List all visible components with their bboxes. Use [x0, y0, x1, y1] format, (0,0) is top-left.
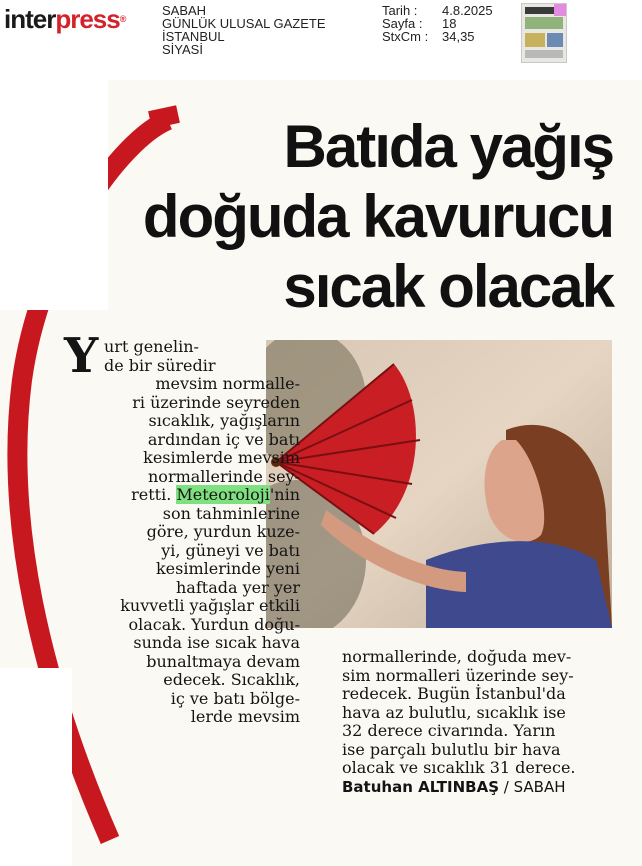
meta-labels	[382, 4, 428, 43]
text-fragment: retti.	[131, 485, 177, 504]
text-fragment: 'nin	[269, 485, 300, 504]
logo-text-part1: inter	[4, 4, 56, 34]
text-line: ardından iç ve batı	[147, 429, 300, 449]
article-column-1	[48, 328, 300, 727]
size-value: 34,35	[442, 29, 475, 44]
drop-cap: Y	[64, 328, 99, 384]
publication-city: İSTANBUL	[162, 29, 225, 44]
headline-line-1: Batıda yağış	[283, 113, 613, 180]
text-line: sim normalleri üzerinde sey-	[342, 665, 574, 685]
text-line: redecek. Bugün İstanbul'da	[342, 684, 566, 703]
text-line: bunaltmaya devam	[146, 651, 300, 671]
article-photo	[266, 340, 612, 628]
text-line: sıcaklık, yağışların	[148, 411, 300, 430]
headline-line-3: sıcak olacak	[283, 253, 613, 320]
text-line: kesimlerde mevsim	[143, 448, 300, 467]
text-line: kesimlerinde yeni	[155, 559, 300, 578]
size-label: StxCm :	[382, 29, 429, 44]
text-line: son tahminlerine	[162, 503, 300, 523]
text-line: olacak. Yurdun doğu-	[128, 614, 300, 634]
text-line-highlight	[48, 486, 300, 505]
publication-info	[162, 4, 326, 56]
date-label: Tarih :	[382, 3, 418, 18]
text-line: hava az bulutlu, sıcaklık ise	[342, 702, 566, 722]
publication-category: SİYASİ	[162, 42, 203, 57]
text-line: normallerinde sey-	[148, 466, 300, 486]
meta-values	[442, 4, 493, 43]
text-line: 32 derece civarında. Yarın	[342, 721, 556, 740]
text-line: sunda ise sıcak hava	[133, 633, 300, 652]
text-line: göre, yurdun kuze-	[146, 522, 300, 541]
text-line: urt genelin-	[104, 337, 199, 356]
author-name: Batuhan ALTINBAŞ	[342, 777, 500, 796]
text-line: edecek. Sıcaklık,	[163, 670, 300, 689]
text-line: haftada yer yer	[176, 577, 300, 597]
blank-area-top	[0, 80, 108, 310]
highlighted-keyword[interactable]: Meteoroloji	[176, 485, 270, 504]
text-line: iç ve batı bölge-	[170, 688, 300, 708]
interpress-logo	[4, 4, 125, 34]
headline	[108, 112, 613, 322]
registered-mark: ®	[119, 14, 126, 24]
byline	[342, 778, 616, 797]
text-line: lerde mevsim	[190, 707, 300, 726]
text-line: normallerinde, doğuda mev-	[342, 647, 572, 666]
headline-line-2: doğuda kavurucu	[142, 183, 613, 250]
page-label: Sayfa :	[382, 16, 423, 31]
date-value: 4.8.2025	[442, 3, 493, 18]
publication-name: SABAH	[162, 3, 207, 18]
page-thumbnail[interactable]	[521, 3, 567, 63]
byline-publication: SABAH	[513, 777, 566, 796]
page-value: 18	[442, 16, 457, 31]
logo-text-part2: press	[55, 4, 120, 34]
article-column-2	[342, 648, 616, 796]
text-line: mevsim normalle-	[155, 374, 300, 393]
text-line: de bir süredir	[104, 355, 216, 375]
text-line: olacak ve sıcaklık 31 derece.	[342, 758, 576, 777]
byline-separator: /	[499, 777, 514, 796]
publication-type: GÜNLÜK ULUSAL GAZETE	[162, 16, 326, 31]
text-line: kuvvetli yağışlar etkili	[120, 596, 300, 615]
text-line: yi, güneyi ve batı	[161, 540, 300, 560]
text-line: ise parçalı bulutlu bir hava	[342, 739, 561, 759]
woman-with-fan-illustration	[266, 340, 612, 628]
text-line: ri üzerinde seyreden	[132, 392, 300, 412]
